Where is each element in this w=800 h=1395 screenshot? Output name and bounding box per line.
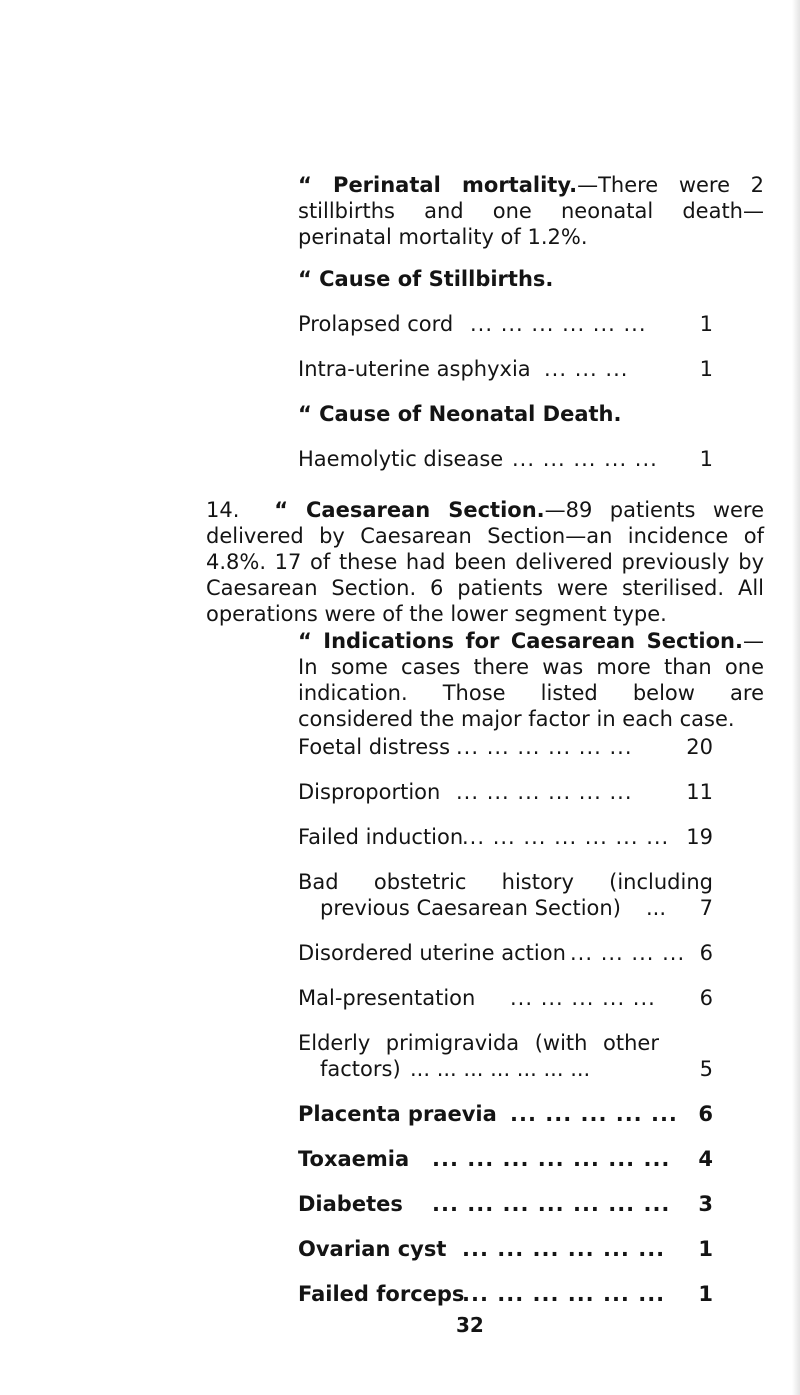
item-label: Mal-presentation (298, 986, 476, 1010)
page-edge-shadow (792, 0, 800, 1395)
perinatal-paragraph (298, 172, 764, 250)
item-label: Intra-uterine asphyxia (298, 357, 531, 381)
leader-dots: ... ... ... (544, 357, 629, 381)
indications-paragraph (298, 628, 764, 732)
leader-dots: ... ... ... ... ... ... ... (432, 1192, 671, 1216)
list-item (298, 1101, 713, 1127)
page-number: 32 (456, 1313, 484, 1337)
item-label: Foetal distress (298, 735, 451, 759)
item-value: 6 (699, 986, 713, 1010)
item-label-line1 (298, 1030, 713, 1056)
section-number: 14. (206, 498, 240, 522)
list-item (298, 985, 713, 1011)
leader-dots: ... ... ... ... ... (510, 1102, 678, 1126)
indications-text: —In some cases there was more than one indication. Those listed below are considered the major factor in each case. (298, 629, 764, 731)
leader-dots: ... ... ... ... ... (510, 986, 656, 1010)
item-value: 1 (699, 357, 713, 381)
list-item (298, 734, 713, 760)
item-label: previous Caesarean Section) (320, 896, 621, 920)
item-label: Placenta praevia (298, 1102, 497, 1126)
leader-dots: ... ... ... ... ... ... (462, 1282, 666, 1306)
neonatal-heading: “ Cause of Neonatal Death. (298, 402, 622, 426)
item-label: Disordered uterine action (298, 941, 566, 965)
leader-dots: ... ... ... ... ... ... (470, 312, 647, 336)
item-label: Ovarian cyst (298, 1237, 447, 1261)
label-word: obstetric (373, 870, 467, 894)
item-label-line1 (298, 869, 713, 895)
item-label: Diabetes (298, 1192, 403, 1216)
stillbirths-heading: “ Cause of Stillbirths. (298, 267, 554, 291)
leader-dots: ... ... ... ... ... ... ... (462, 825, 670, 849)
item-value: 6 (699, 941, 713, 965)
leader-dots: ... (646, 896, 667, 920)
item-label-line2 (298, 1056, 713, 1082)
label-word: (including (609, 870, 713, 894)
item-value: 1 (699, 447, 713, 471)
list-item (298, 311, 713, 337)
caesarean-text: —89 patients were delivered by Caesarean Section—an incidence of 4.8%. 17 of these had been delivered previously by Caesarean Section. 6 patients were sterilised. All operations were of the lower segment type. (206, 498, 765, 626)
label-word: primigravida (385, 1031, 520, 1055)
perinatal-heading: “ Perinatal mortality. (298, 173, 578, 197)
label-word: Elderly (298, 1031, 371, 1055)
item-label: Failed forceps (298, 1282, 465, 1306)
item-value: 5 (699, 1057, 713, 1081)
leader-dots: ... ... ... ... ... ... ... (432, 1147, 671, 1171)
list-item (298, 1236, 713, 1262)
list-item-multiline (298, 1030, 713, 1082)
item-value: 1 (699, 312, 713, 336)
item-label-line2 (298, 895, 713, 921)
indications-heading: “ Indications for Caesarean Section. (298, 629, 743, 653)
list-item (298, 1281, 713, 1307)
leader-dots: ... ... ... ... ... ... ... (410, 1057, 591, 1081)
item-label: Toxaemia (298, 1147, 410, 1171)
item-label: Failed induction (298, 825, 464, 849)
leader-dots: ... ... ... ... ... ... (456, 780, 633, 804)
list-item (298, 824, 713, 850)
item-value: 3 (698, 1192, 713, 1216)
caesarean-paragraph (206, 497, 764, 627)
list-item (298, 940, 713, 966)
item-value: 4 (698, 1147, 713, 1171)
list-item-multiline (298, 869, 713, 921)
item-value: 1 (698, 1237, 713, 1261)
list-item (298, 356, 713, 382)
label-word: Bad (298, 870, 339, 894)
item-label: Prolapsed cord (298, 312, 454, 336)
item-label: Disproportion (298, 780, 441, 804)
caesarean-heading: “ Caesarean Section. (274, 498, 545, 522)
list-item (298, 446, 713, 472)
leader-dots: ... ... ... ... ... (512, 447, 658, 471)
item-value: 19 (686, 825, 713, 849)
leader-dots: ... ... ... ... (570, 941, 686, 965)
perinatal-text: —There were 2 stillbirths and one neonatal death—perinatal mortality of 1.2%. (298, 173, 764, 249)
list-item (298, 779, 713, 805)
list-item (298, 1191, 713, 1217)
item-value: 6 (698, 1102, 713, 1126)
item-value: 20 (686, 735, 713, 759)
label-word: (with (534, 1031, 588, 1055)
item-value: 11 (686, 780, 713, 804)
item-label: Haemolytic disease (298, 447, 504, 471)
label-word: other (603, 1031, 659, 1055)
leader-dots: ... ... ... ... ... ... (456, 735, 633, 759)
item-value: 1 (698, 1282, 713, 1306)
leader-dots: ... ... ... ... ... ... (462, 1237, 666, 1261)
item-label: factors) (320, 1057, 401, 1081)
item-value: 7 (699, 896, 713, 920)
list-item (298, 1146, 713, 1172)
label-word: history (501, 870, 574, 894)
